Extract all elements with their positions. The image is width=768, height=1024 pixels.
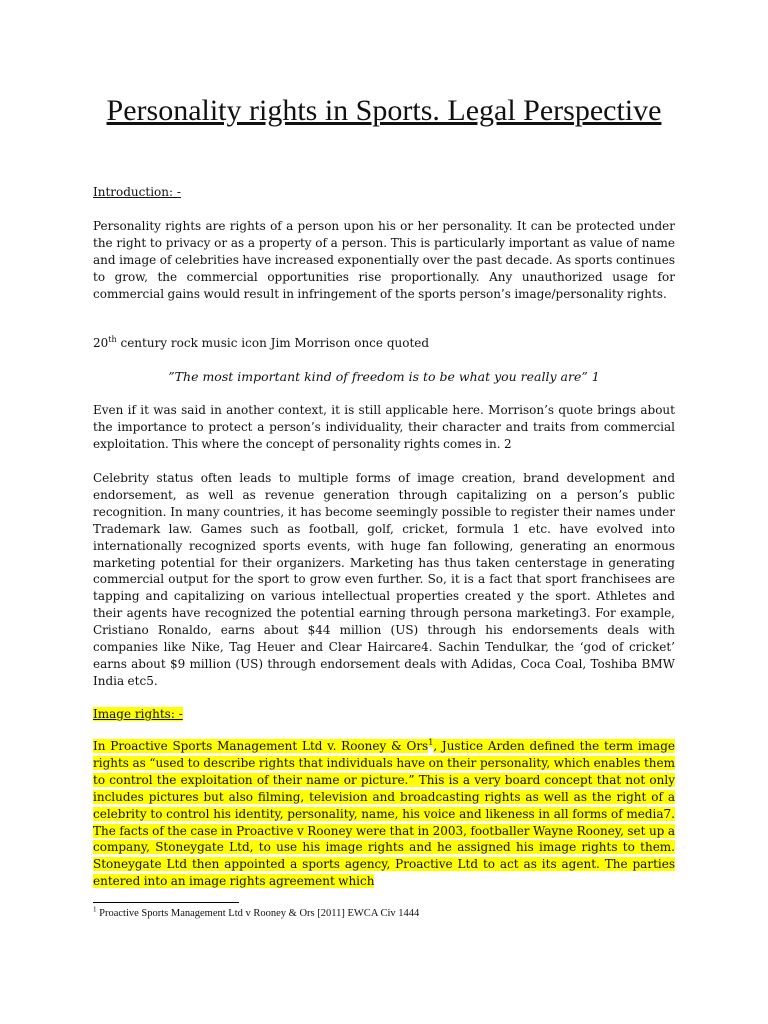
- image-rights-heading-text: Image rights: -: [93, 707, 183, 721]
- rooney-paragraph: [93, 738, 675, 890]
- celebrity-status-paragraph: Celebrity status often leads to multiple forms of image creation, brand development and endorsement, as well as revenue generation through capitalizing on a person’s public recognition. In many countries, it has become seemingly possible to register their names under Trademark law. Games such as football, golf, cricket, formula 1 etc. have evolved into internationally recognized sports events, with huge fan following, generating an enormous marketing potential for their organizers. Marketing has thus taken centerstage in generating commercial output for the sport to grow even further. So, it is a fact that sport franchisees are tapping and capitalizing on various intellectual properties created y the sport. Athletes and their agents have recognized the potential earning through persona marketing3. For example, Cristiano Ronaldo, earns about $44 million (US) through his endorsements deals with companies like Nike, Tag Heuer and Clear Haircare4. Sachin Tendulkar, the ‘god of cricket’ earns about $9 million (US) through endorsement deals with Adidas, Coca Coal, Toshiba BMW India etc5.: [93, 471, 675, 688]
- morrison-text: century rock music icon Jim Morrison once quoted: [116, 336, 430, 350]
- footnote-divider: [93, 902, 239, 903]
- intro-heading: Introduction: -: [93, 185, 181, 199]
- century-number: 20: [93, 336, 109, 350]
- document-title: Personality rights in Sports. Legal Perspective: [106, 94, 662, 127]
- morrison-line: [93, 335, 429, 352]
- intro-paragraph: Personality rights are rights of a person upon his or her personality. It can be protected under the right to privacy or as a property of a person. This is particularly important as value of name and image of celebrities have increased exponentially over the past decade. As sports continues to grow, the commercial opportunities rise proportionally. Any unauthorized usage for commercial gains would result in infringement of the sports person’s image/personality rights.: [93, 219, 675, 301]
- footnote-number: 1: [93, 905, 97, 914]
- footnote: [93, 907, 419, 921]
- rooney-footnote-ref: 1: [428, 738, 434, 747]
- image-rights-heading: [93, 706, 183, 723]
- rooney-text-b: , Justice Arden defined the term image rights as “used to describe rights that individuals have on their personality, which enables them to control the exploitation of their name or picture.” This is a very board concept that not only includes pictures but also filming, television and broadcasting rights as well as the right of a celebrity to control his identity, personality, name, his voice and likeness in all forms of media7. The facts of the case in Proactive v Rooney were that in 2003, footballer Wayne Rooney, set up a company, Stoneygate Ltd, to use his image rights and he assigned his image rights to them. Stoneygate Ltd then appointed a sports agency, Proactive Ltd to act as its agent. The parties entered into an image rights agreement which: [93, 739, 675, 889]
- century-suffix: th: [108, 335, 117, 344]
- footnote-text: Proactive Sports Management Ltd v Rooney & Ors [2011] EWCA Civ 1444: [96, 908, 420, 919]
- morrison-commentary-paragraph: Even if it was said in another context, it is still applicable here. Morrison’s quote brings about the importance to protect a person’s individuality, their character and traits from commercial exploitation. This where the concept of personality rights comes in. 2: [93, 403, 675, 451]
- morrison-quote: ”The most important kind of freedom is to be what you really are” 1: [168, 369, 600, 384]
- rooney-text-a: In Proactive Sports Management Ltd v. Rooney & Ors: [93, 739, 429, 753]
